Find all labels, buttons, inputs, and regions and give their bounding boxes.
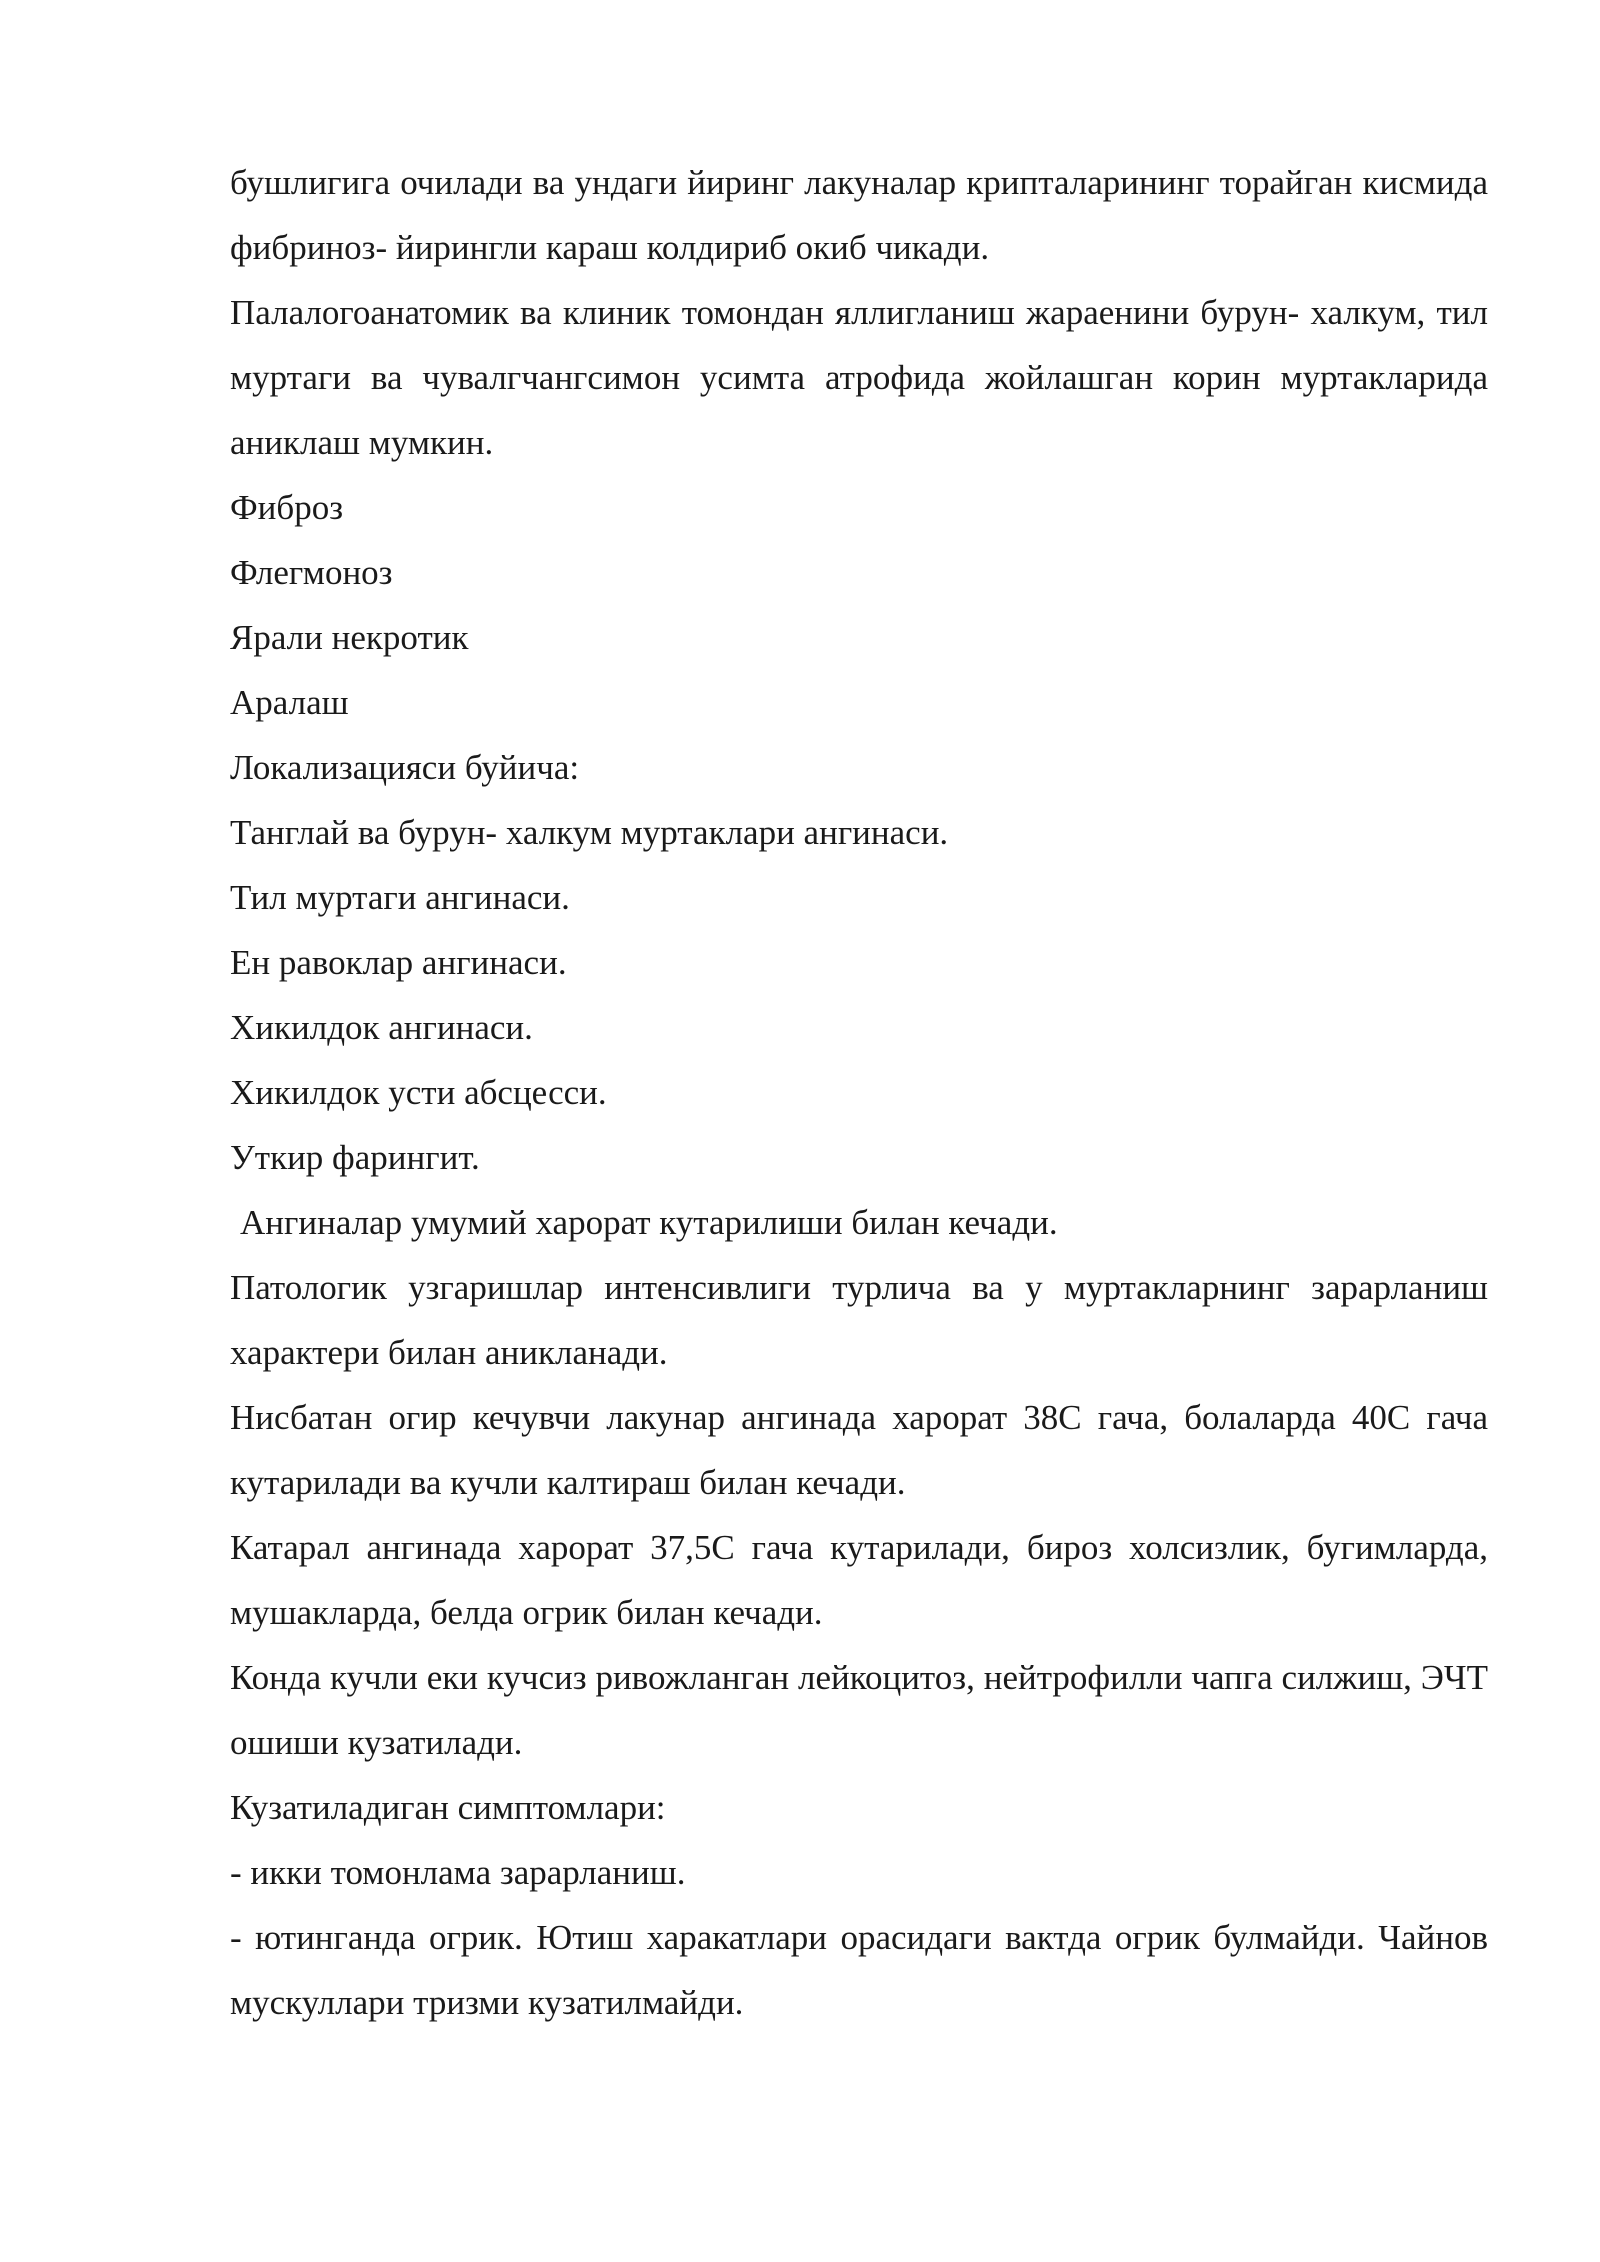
list-item-acute-pharyngitis: Уткир фарингит.: [230, 1138, 480, 1177]
list-item-ulcer-necrotic: Ярали некротик: [230, 618, 469, 657]
list-item-lingual-tonsil: Тил муртаги ангинаси.: [230, 878, 570, 917]
list-item-laryngeal: Хикилдок ангинаси.: [230, 1008, 533, 1047]
list-item-fibrous: Фиброз: [230, 488, 344, 527]
list-item-phlegmonous: Флегмоноз: [230, 553, 393, 592]
paragraph-catarrhal-angina: Катарал ангинада харорат 37,5С гача кутарилади, бироз холсизлик, бугимларда, мушакларда, белда огрик билан кечади.: [230, 1528, 1488, 1632]
section-heading-symptoms: Кузатиладиган симптомлари:: [230, 1788, 666, 1827]
list-item-swallowing-pain: - ютинганда огрик. Ютиш харакатлари орасидаги вактда огрик булмайди. Чайнов мускуллари тризми кузатилмайди.: [230, 1918, 1488, 2022]
section-heading-localization: Локализацияси буйича:: [230, 748, 580, 787]
paragraph-continued-text: бушлигига очилади ва ундаги йиринг лакуналар крипталарининг торайган кисмида фибриноз- йирингли караш колдириб окиб чикади.: [230, 163, 1488, 267]
list-item-bilateral: - икки томонлама зарарланиш.: [230, 1853, 686, 1892]
paragraph-fever: Ангиналар умумий харорат кутарилиши билан кечади.: [240, 1203, 1058, 1242]
paragraph-pathological-changes: Патологик узгаришлар интенсивлиги турлича ва у муртакларнинг зарарланиш характери билан аникланади.: [230, 1268, 1488, 1372]
list-item-epiglottic-abscess: Хикилдок усти абсцесси.: [230, 1073, 607, 1112]
list-item-mixed: Аралаш: [230, 683, 349, 722]
paragraph-lacunar-angina: Нисбатан огир кечувчи лакунар ангинада харорат 38С гача, болаларда 40С гача кутарилади ва кучли калтираш билан кечади.: [230, 1398, 1488, 1502]
paragraph-pathoanatomy: Палалогоанатомик ва клиник томондан яллигланиш жараенини бурун- халкум, тил муртаги ва чувалгчангсимон усимта атрофида жойлашган корин муртакларида аниклаш мумкин.: [230, 293, 1488, 462]
paragraph-blood-findings: Конда кучли еки кучсиз ривожланган лейкоцитоз, нейтрофилли чапга силжиш, ЭЧТ ошиши кузатилади.: [230, 1658, 1488, 1762]
list-item-palatine-tonsils: Танглай ва бурун- халкум муртаклари ангинаси.: [230, 813, 949, 852]
list-item-lateral-folds: Ен равоклар ангинаси.: [230, 943, 567, 982]
document-page: [230, 150, 1488, 2035]
